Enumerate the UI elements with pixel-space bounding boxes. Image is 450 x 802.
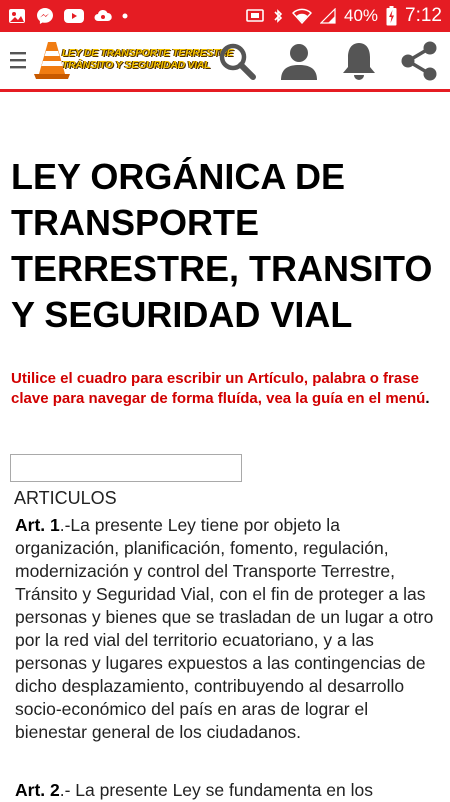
logo-line-2: TRÁNSITO Y SEGURIDAD VIAL [62, 59, 211, 71]
menu-icon [8, 49, 28, 71]
article-2-label: Art. 2 [15, 780, 60, 800]
article-1-label: Art. 1 [15, 515, 60, 535]
bluetooth-icon [272, 7, 284, 25]
logo-text [62, 47, 234, 71]
signal-icon [320, 8, 336, 24]
share-button[interactable] [397, 40, 441, 82]
article-2-text: .- La presente Ley se fundamenta en los [59, 780, 373, 800]
guide-text-red: Utilice el cuadro para escribir un Artículo, palabra o frase clave para navegar de forma fluída, vea la guía en el menú [11, 370, 426, 407]
notifications-button[interactable] [337, 40, 381, 82]
cast-icon [246, 8, 264, 24]
article-2 [15, 779, 435, 802]
share-icon [397, 40, 441, 82]
dot-icon [122, 13, 128, 19]
bell-icon [339, 40, 379, 82]
section-heading: ARTICULOS [14, 488, 117, 508]
wifi-icon [292, 8, 312, 24]
article-1-text: .-La presente Ley tiene por objeto la organización, planificación, fomento, regulación, modernización y control del Transporte Terrestre, Tránsito y Seguridad Vial, con el fin de proteger a las personas y bienes que se trasladan de un lugar a otro por la red vial del territorio ecuatoriano, y a las personas y lugares expuestos a las contingencias de dicho desplazamiento, contribuyendo al desarrollo socio-económico del país en aras de lograr el bienestar general de los ciudadanos. [15, 515, 434, 742]
menu-button[interactable] [6, 45, 30, 75]
article-1 [15, 514, 435, 744]
article-search-input[interactable] [10, 454, 242, 482]
battery-percent: 40% [343, 6, 379, 25]
settings-cloud-icon [94, 8, 112, 24]
clock-time: 7:12 [405, 5, 442, 26]
gallery-icon [8, 8, 26, 24]
guide-text [11, 369, 436, 408]
page-title: LEY ORGÁNICA DE TRANSPORTE TERRESTRE, TRANSITO Y SEGURIDAD VIAL [11, 156, 433, 335]
notification-icons [8, 7, 128, 25]
guide-text-period: . [425, 389, 430, 407]
search-icon [216, 40, 258, 82]
profile-button[interactable] [277, 40, 321, 82]
app-toolbar [0, 32, 450, 89]
system-icons [246, 5, 442, 27]
battery-icon [386, 6, 397, 26]
status-bar [0, 0, 450, 32]
toolbar-divider [0, 89, 450, 92]
messenger-icon [36, 7, 54, 25]
search-button[interactable] [215, 40, 259, 82]
logo-line-1: LEY DE TRANSPORTE TERRESTRE [62, 47, 234, 59]
profile-icon [278, 40, 320, 82]
app-logo [32, 38, 234, 82]
youtube-icon [64, 9, 84, 23]
